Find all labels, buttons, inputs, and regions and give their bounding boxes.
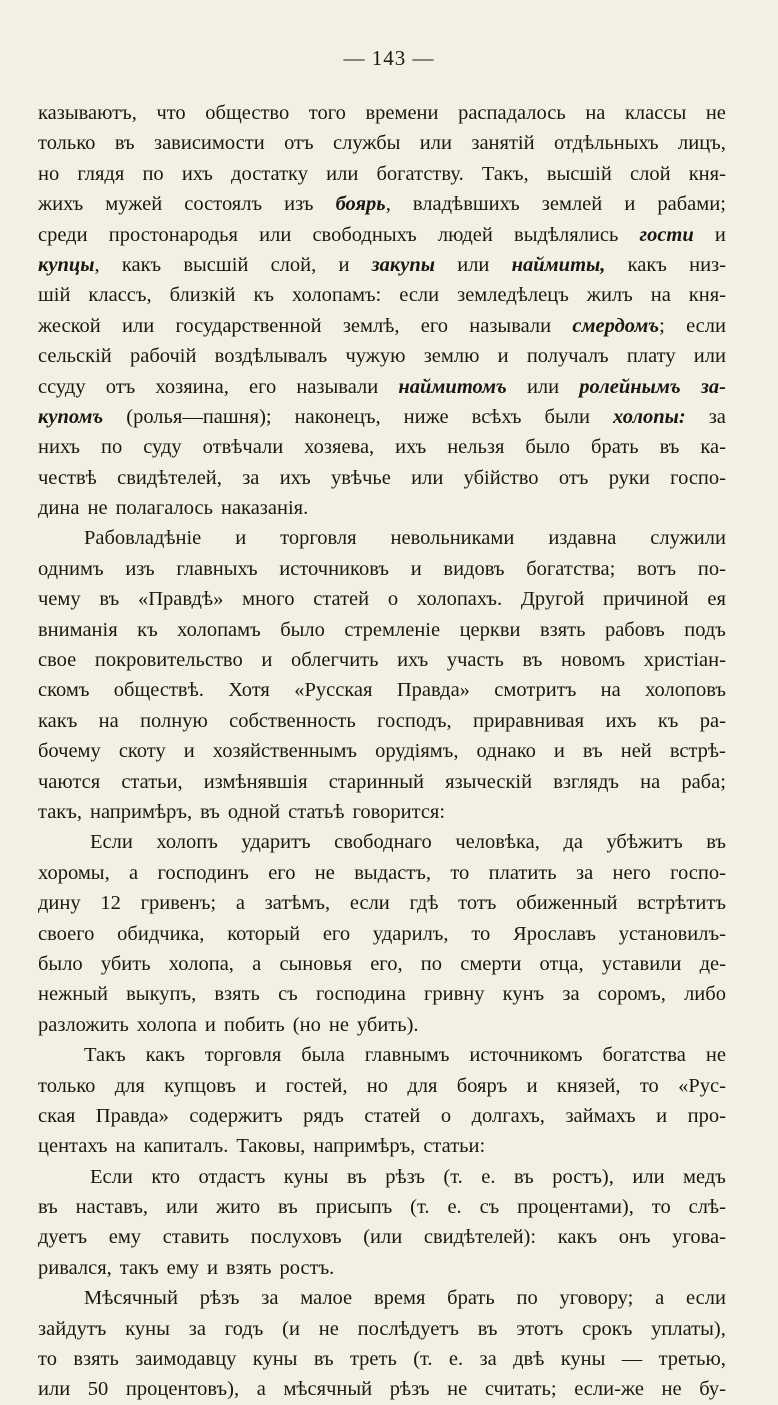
text-line: но глядя по ихъ достатку или богатству. Такъ, высшій слой кня- bbox=[38, 162, 726, 185]
text-line: дину 12 гривенъ; а затѣмъ, если гдѣ тотъ обиженный встрѣтитъ bbox=[38, 892, 726, 915]
text-line: только для купцовъ и гостей, но для бояръ и князей, то «Рус- bbox=[38, 1074, 726, 1097]
text-line: однимъ изъ главныхъ источниковъ и видовъ богатства; вотъ по- bbox=[38, 557, 726, 580]
text-line: то взять заимодавцу куны въ треть (т. е. за двѣ куны — третью, bbox=[38, 1348, 726, 1371]
text-line: казываютъ, что общество того времени распадалось на классы не bbox=[38, 102, 726, 124]
text-line: жихъ мужей состоялъ изъ боярь, владѣвшихъ землей и рабами; bbox=[38, 193, 726, 216]
text-line: чествѣ свидѣтелей, за ихъ увѣчье или убійство отъ руки госпо- bbox=[38, 466, 726, 489]
text-line: чему въ «Правдѣ» много статей о холопахъ. Другой причиной ея bbox=[38, 588, 726, 611]
text-line: Если холопъ ударитъ свободнаго человѣка, да убѣжитъ въ bbox=[90, 831, 726, 854]
text-line: или 50 процентовъ), а мѣсячный рѣзъ не считать; если-же не бу- bbox=[38, 1378, 726, 1401]
page-number: — 143 — bbox=[343, 46, 435, 70]
text-line: нежный выкупъ, взять съ господина гривну кунъ за соромъ, либо bbox=[38, 983, 726, 1006]
text-line: зайдутъ куны за годъ (и не послѣдуетъ въ этотъ срокъ уплаты), bbox=[38, 1317, 726, 1340]
text-line: такъ, напримѣръ, въ одной статьѣ говорится: bbox=[38, 800, 446, 823]
text-line: чаются статьи, измѣнявшія старинный языческій взглядъ на раба; bbox=[38, 770, 726, 793]
text-line: жеской или государственной землѣ, его называли смердомъ; если bbox=[38, 314, 726, 337]
text-line: скомъ обществѣ. Хотя «Русская Правда» смотритъ на холоповъ bbox=[38, 679, 726, 702]
text-line: какъ на полную собственность господъ, приравнивая ихъ къ ра- bbox=[38, 709, 726, 732]
text-line: ская Правда» содержитъ рядъ статей о долгахъ, займахъ и про- bbox=[38, 1104, 726, 1127]
text-line: своего обидчика, который его ударилъ, то Ярославъ установилъ- bbox=[38, 922, 726, 945]
text-line: Такъ какъ торговля была главнымъ источникомъ богатства не bbox=[84, 1044, 726, 1067]
text-line: дуетъ ему ставить послуховъ (или свидѣтелей): какъ онъ угова- bbox=[38, 1226, 726, 1249]
text-line: хоромы, а господинъ его не выдастъ, то платить за него госпо- bbox=[38, 861, 726, 884]
text-line: Если кто отдастъ куны въ рѣзъ (т. е. въ ростъ), или медъ bbox=[90, 1165, 726, 1188]
text-line: ссуду отъ хозяина, его называли наймитомъ или ролейнымъ за- bbox=[38, 375, 726, 398]
text-line: шій классъ, близкій къ холопамъ: если земледѣлецъ жилъ на кня- bbox=[38, 284, 726, 307]
text-line: только въ зависимости отъ службы или занятій отдѣльныхъ лицъ, bbox=[38, 132, 726, 155]
text-line: ривался, такъ ему и взять ростъ. bbox=[38, 1256, 335, 1279]
text-line: свое покровительство и облегчить ихъ участь въ новомъ христіан- bbox=[38, 649, 726, 672]
text-line: бочему скоту и хозяйственнымъ орудіямъ, однако и въ ней встрѣ- bbox=[38, 740, 726, 763]
text-line: было убить холопа, а сыновья его, по смерти отца, уставили де- bbox=[38, 952, 726, 975]
text-line: Рабовладѣніе и торговля невольниками издавна служили bbox=[84, 527, 726, 550]
text-line: дина не полагалось наказанія. bbox=[38, 497, 309, 520]
text-line: нихъ по суду отвѣчали хозяева, ихъ нельзя было брать въ ка- bbox=[38, 436, 726, 459]
text-line: среди простонародья или свободныхъ людей выдѣлялись гости и bbox=[38, 223, 726, 246]
text-line: сельскій рабочій воздѣлывалъ чужую землю и получалъ плату или bbox=[38, 345, 726, 368]
text-line: Мѣсячный рѣзъ за малое время брать по уговору; а если bbox=[84, 1287, 726, 1310]
text-line: въ наставъ, или жито въ присыпъ (т. е. съ процентами), то слѣ- bbox=[38, 1196, 726, 1219]
body-text bbox=[38, 98, 726, 1405]
text-line: купцы, какъ высшій слой, и закупы или наймиты, какъ низ- bbox=[38, 253, 726, 276]
text-line: центахъ на капиталъ. Таковы, напримѣръ, статьи: bbox=[38, 1135, 486, 1158]
text-line: вниманія къ холопамъ было стремленіе церкви взять рабовъ подъ bbox=[38, 618, 726, 641]
text-line: купомъ (ролья—пашня); наконецъ, ниже всѣхъ были холопы: за bbox=[38, 405, 726, 428]
text-line: разложить холопа и побить (но не убить). bbox=[38, 1013, 419, 1036]
